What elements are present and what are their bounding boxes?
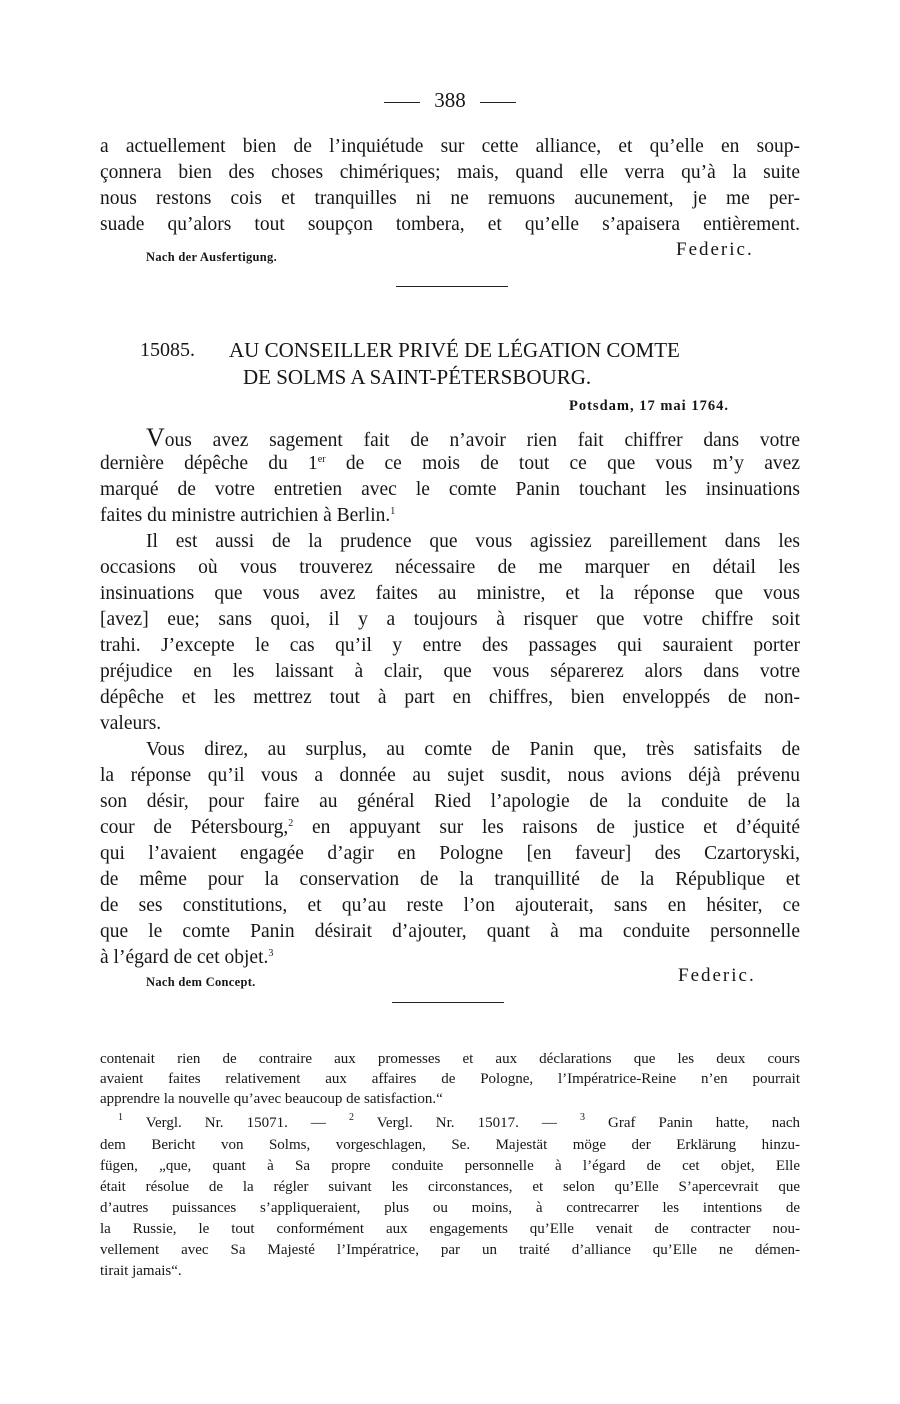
signature: Federic. (676, 239, 754, 260)
body-line: valeurs. (100, 713, 162, 734)
continuation-line: a actuellement bien de l’inquiétude sur cette alliance, et qu’elle en soup- (100, 136, 800, 157)
continuation-line: suade qu’alors tout soupçon tombera, et qu’elle s’apaisera entièrement. (100, 214, 800, 235)
body-line: son désir, pour faire au général Ried l’apologie de la conduite de la (100, 791, 800, 812)
body-line: dernière dépêche du 1er de ce mois de tout ce que vous m’y avez (100, 453, 800, 474)
body-line: à l’égard de cet objet.$^3$ (100, 947, 274, 968)
footnote-line: dem Bericht von Solms, vorgeschlagen, Se. Majestät möge der Erklärung hinzu- (100, 1137, 800, 1153)
body-line: de même pour la conservation de la tranquillité de la République et (100, 869, 800, 890)
footnote-ref: 1 (390, 506, 396, 517)
footnote-marker: 1 (118, 1112, 123, 1123)
page-number-dash-right (480, 102, 516, 103)
body-line: Vous direz, au surplus, au comte de Panin que, très satisfaits de (146, 739, 800, 760)
letter-heading-title: DE SOLMS A SAINT-PÉTERSBOURG. (243, 365, 592, 389)
footnote-marker: 2 (348, 1112, 354, 1123)
superscript: er (317, 454, 326, 465)
footnote-marker: 3 (579, 1112, 585, 1123)
page-number-dash-left (384, 102, 420, 103)
body-line: insinuations que vous avez faites au ministre, et la réponse que vous (100, 583, 800, 604)
footnote-ref: 3 (268, 948, 274, 959)
source-note: Nach der Ausfertigung. (146, 250, 278, 264)
body-line: trahi. J’excepte le cas qu’il y entre des passages qui sauraient porter (100, 635, 800, 656)
footnote-line: avaient faites relativement aux affaires de Pologne, l’Impératrice-Reine n’en pourrait (100, 1071, 800, 1087)
body-line: préjudice en les laissant à clair, que vous séparerez alors dans votre (100, 661, 800, 682)
footnote-line: d’autres puissances s’appliqueraient, plus ou moins, à contrecarrer les intentions de (100, 1200, 800, 1216)
body-line: dépêche et les mettrez tout à part en chiffres, bien enveloppés de non- (100, 687, 800, 708)
page-number: 388 (434, 88, 466, 112)
source-note: Nach dem Concept. (146, 975, 256, 989)
body-line: Il est aussi de la prudence que vous agissiez pareillement dans les (146, 531, 800, 552)
footnote-ref: 2 (288, 818, 294, 829)
footnote-line: fügen, „que, quant à Sa propre conduite personnelle à l’égard de cet objet, Elle (100, 1158, 800, 1174)
footnote-line: était résolue de la régler suivant les circonstances, et selon qu’Elle S’apercevrait que (100, 1179, 800, 1195)
body-line: de ses constitutions, et qu’au reste l’on ajouterait, sans en hésiter, ce (100, 895, 800, 916)
footnote-line: vellement avec Sa Majesté l’Impératrice, par un traité d’alliance qu’Elle ne démen- (100, 1242, 800, 1258)
continuation-line: çonnera bien des choses chimériques; mais, quand elle verra qu’à la suite (100, 162, 800, 183)
section-divider (396, 286, 508, 287)
body-line: la réponse qu’il vous a donnée au sujet susdit, nous avions déjà prévenu (100, 765, 800, 786)
body-line: [avez] eue; sans quoi, il y a toujours à risquer que votre chiffre soit (100, 609, 800, 630)
dateline: Potsdam, 17 mai 1764. (569, 398, 729, 414)
page-number-line (0, 88, 900, 113)
letter-heading-title: AU CONSEILLER PRIVÉ DE LÉGATION COMTE (229, 338, 680, 362)
footnote-line: tirait jamais“. (100, 1263, 182, 1279)
footnote-line: la Russie, le tout conformément aux engagements qu’Elle venait de contracter nou- (100, 1221, 800, 1237)
section-divider (392, 1002, 504, 1003)
drop-capital: V (146, 423, 165, 452)
body-line: qui l’avaient engagée d’agir en Pologne [en faveur] des Czartoryski, (100, 843, 800, 864)
body-line: que le comte Panin désirait d’ajouter, quant à ma conduite personnelle (100, 921, 800, 942)
footnote-line: $^1$ Vergl. Nr. 15071. — $^2$ Vergl. Nr. 15017. — $^3$ Graf Panin hatte, nach (118, 1112, 801, 1131)
body-line: Vous avez sagement fait de n’avoir rien fait chiffrer dans votre (146, 423, 800, 452)
footnote-line: apprendre la nouvelle qu’avec beaucoup de satisfaction.“ (100, 1091, 443, 1107)
body-line: faites du ministre autrichien à Berlin.$^1$ (100, 505, 396, 526)
continuation-line: nous restons cois et tranquilles ni ne remuons aucunement, je me per- (100, 188, 800, 209)
body-line: cour de Pétersbourg,$^2$ en appuyant sur les raisons de justice et d’équité (100, 817, 800, 838)
footnote-line: contenait rien de contraire aux promesses et aux déclarations que les deux cours (100, 1051, 800, 1067)
body-line: marqué de votre entretien avec le comte Panin touchant les insinuations (100, 479, 800, 500)
signature: Federic. (678, 965, 756, 986)
body-line: occasions où vous trouverez nécessaire de me marquer en détail les (100, 557, 800, 578)
letter-number: 15085. (140, 339, 195, 361)
